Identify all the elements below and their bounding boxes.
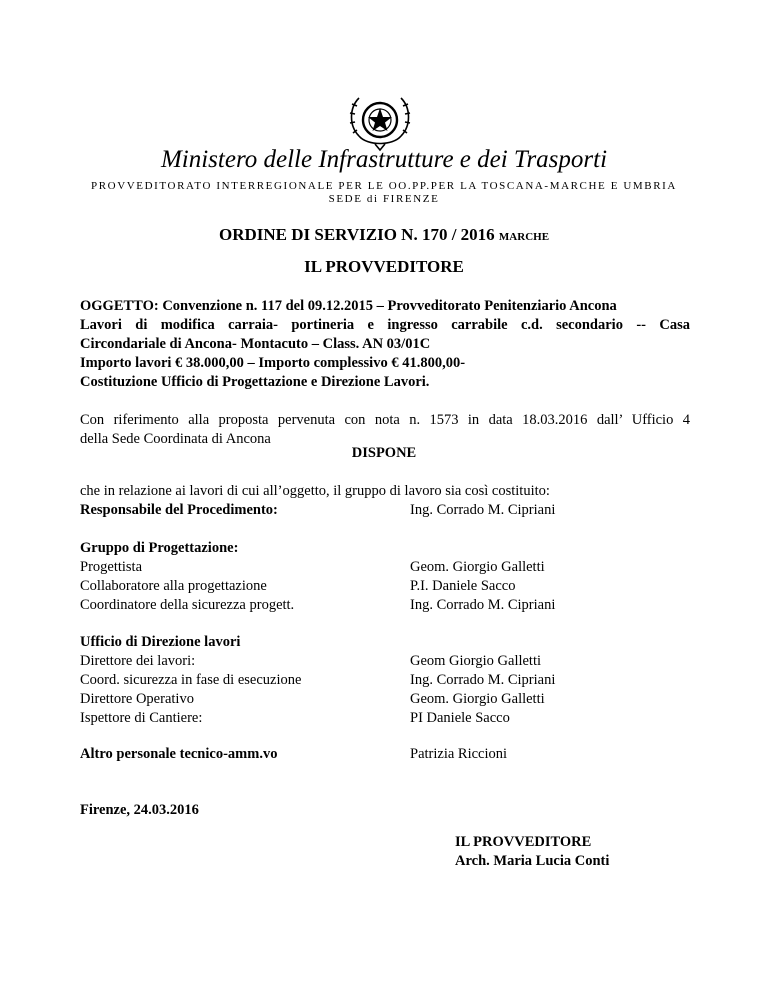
altro-name: Patrizia Riccioni [410,746,508,762]
role-label: Ispettore di Cantiere: [80,710,203,726]
subject-line: Lavori di modifica carraia- portineria e ingresso carrabile c.d. secondario -- Casa [80,317,690,333]
subject-line: OGGETTO: Convenzione n. 117 del 09.12.2015 – Provveditorato Penitenziario Ancona [80,298,617,314]
place-date: Firenze, 24.03.2016 [80,802,199,818]
person-name: Ing. Corrado M. Cipriani [410,672,556,688]
person-name: PI Daniele Sacco [410,710,510,726]
intro-line: della Sede Coordinata di Ancona [80,431,271,447]
role-label: Collaboratore alla progettazione [80,578,267,594]
role-label: Coordinatore della sicurezza progett. [80,597,295,613]
progettazione-heading: Gruppo di Progettazione: [80,540,239,556]
person-name: P.I. Daniele Sacco [410,578,516,594]
role-label: Progettista [80,559,143,575]
intro-line: Con riferimento alla proposta pervenuta con nota n. 1573 in data 18.03.2016 dall’ Ufficio 4 [80,412,690,428]
signature-name: Arch. Maria Lucia Conti [455,853,610,869]
person-name: Geom Giorgio Galletti [410,653,542,669]
authority-title: IL PROVVEDITORE [304,257,464,276]
direzione-heading: Ufficio di Direzione lavori [80,634,241,650]
dispone-heading: DISPONE [351,445,417,461]
subject-block [80,297,690,392]
order-region: MARCHE [498,231,550,243]
role-label: Direttore dei lavori: [80,653,196,669]
subject-line: Circondariale di Ancona- Montacuto – Class. AN 03/01C [80,336,431,352]
ministry-name: Ministero delle Infrastrutture e dei Trasporti [160,146,608,173]
subject-line: Costituzione Ufficio di Progettazione e Direzione Lavori. [80,374,430,390]
role-label: Coord. sicurezza in fase di esecuzione [80,672,302,688]
altro-label: Altro personale tecnico-amm.vo [80,746,278,762]
order-number [0,225,768,245]
team-intro: che in relazione ai lavori di cui all’oggetto, il gruppo di lavoro sia così costituito: [80,483,550,499]
person-name: Geom. Giorgio Galletti [410,691,545,707]
responsabile-name: Ing. Corrado M. Cipriani [410,502,556,518]
person-name: Ing. Corrado M. Cipriani [410,597,556,613]
intro-paragraph [80,411,690,449]
role-label: Direttore Operativo [80,691,194,707]
responsabile-label: Responsabile del Procedimento: [80,502,278,518]
office-name: PROVVEDITORATO INTERREGIONALE PER LE OO.PP.PER LA TOSCANA-MARCHE E UMBRIA [91,180,677,192]
subject-line: Importo lavori € 38.000,00 – Importo complessivo € 41.800,00- [80,355,466,371]
signature-title: IL PROVVEDITORE [455,834,592,850]
order-number-text: ORDINE DI SERVIZIO N. 170 / 2016 [218,225,499,244]
person-name: Geom. Giorgio Galletti [410,559,545,575]
office-seat: SEDE di FIRENZE [328,193,440,205]
